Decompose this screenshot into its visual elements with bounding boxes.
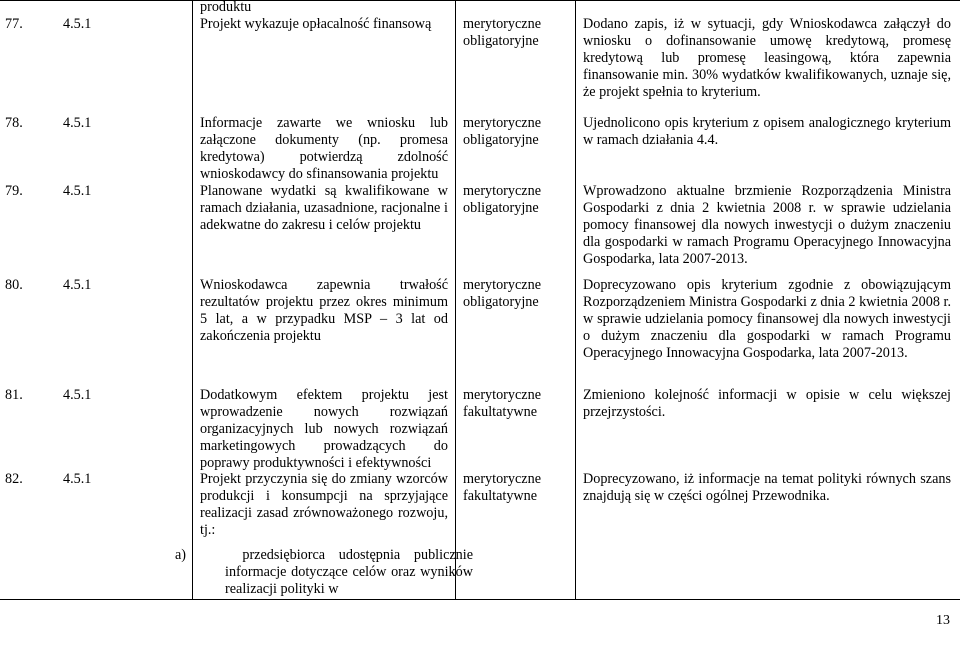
change-comment: Dodano zapis, iż w sytuacji, gdy Wnioskodawca załączył do wniosku o dofinansowanie umowę kredytową, promesę kredytową lub promesę leasingową, która zapewnia finansowanie min. 30% wydatków kwalifikowanych, uznaje się, że projekt spełnia to kryterium. [583,16,951,100]
row-section: 4.5.1 [63,277,92,293]
subitem-marker: a) [175,547,187,563]
criterion-type: merytoryczne obligatoryjne [463,16,541,49]
criterion-type: merytoryczne obligatoryjne [463,183,541,216]
change-comment: Zmieniono kolejność informacji w opisie w celu większej przejrzystości. [583,387,951,420]
row-section: 4.5.1 [63,16,92,32]
criterion-type: merytoryczne obligatoryjne [463,277,541,310]
table-border-bottom [0,599,960,600]
row-number: 80. [5,277,23,293]
row-section: 4.5.1 [63,387,92,403]
criterion-continuation: produktu [200,0,252,15]
criterion-description: Planowane wydatki są kwalifikowane w ramach działania, uzasadnione, racjonalne i adekwatne do zakresu i celów projektu [200,183,448,233]
subitem-text: przedsiębiorca udostępnia publicznie informacje dotyczące celów oraz wyników realizacji polityki w [225,547,473,597]
change-comment: Doprecyzowano, iż informacje na temat polityki równych szans znajdują się w części ogólnej Przewodnika. [583,471,951,504]
row-section: 4.5.1 [63,183,92,199]
criterion-type: merytoryczne fakultatywne [463,471,541,504]
row-number: 82. [5,471,23,487]
criterion-description: Dodatkowym efektem projektu jest wprowadzenie nowych rozwiązań organizacyjnych lub nowych rozwiązań marketingowych prowadzących do poprawy produktywności i efektywności [200,387,448,471]
criterion-type: merytoryczne obligatoryjne [463,115,541,148]
column-divider-1 [192,0,193,600]
change-comment: Ujednolicono opis kryterium z opisem analogicznego kryterium w ramach działania 4.4. [583,115,951,148]
criterion-type: merytoryczne fakultatywne [463,387,541,420]
criterion-subitem [175,547,473,598]
change-comment: Doprecyzowano opis kryterium zgodnie z obowiązującym Rozporządzeniem Ministra Gospodarki z dnia 2 kwietnia 2008 r. w sprawie udzielania pomocy finansowej dla nowych inwestycji o dużym znaczeniu dla gospodarki w ramach Programu Operacyjnego Innowacyjna Gospodarka, lata 2007-2013. [583,277,951,361]
column-divider-2 [455,0,456,600]
row-number: 81. [5,387,23,403]
row-number: 77. [5,16,23,32]
criterion-description: Projekt przyczynia się do zmiany wzorców produkcji i konsumpcji na sprzyjające realizacji zasad zrównoważonego rozwoju, tj.: [200,471,448,538]
column-divider-3 [575,0,576,600]
row-section: 4.5.1 [63,471,92,487]
criterion-description: Projekt wykazuje opłacalność finansową [200,16,432,32]
change-comment: Wprowadzono aktualne brzmienie Rozporządzenia Ministra Gospodarki z dnia 2 kwietnia 2008 r. w sprawie udzielania pomocy finansowej dla nowych inwestycji o dużym znaczeniu dla gospodarki w ramach Programu Operacyjnego Innowacyjna Gospodarka, lata 2007-2013. [583,183,951,267]
page-number: 13 [936,613,950,628]
table-border-top [0,0,960,1]
criterion-description: Wnioskodawca zapewnia trwałość rezultatów projektu przez okres minimum 5 lat, a w przypadku MSP – 3 lat od zakończenia projektu [200,277,448,344]
criterion-description: Informacje zawarte we wniosku lub załączone dokumenty (np. promesa kredytowa) potwierdzą zdolność wnioskodawcy do sfinansowania projektu [200,115,448,182]
row-number: 78. [5,115,23,131]
row-section: 4.5.1 [63,115,92,131]
row-number: 79. [5,183,23,199]
